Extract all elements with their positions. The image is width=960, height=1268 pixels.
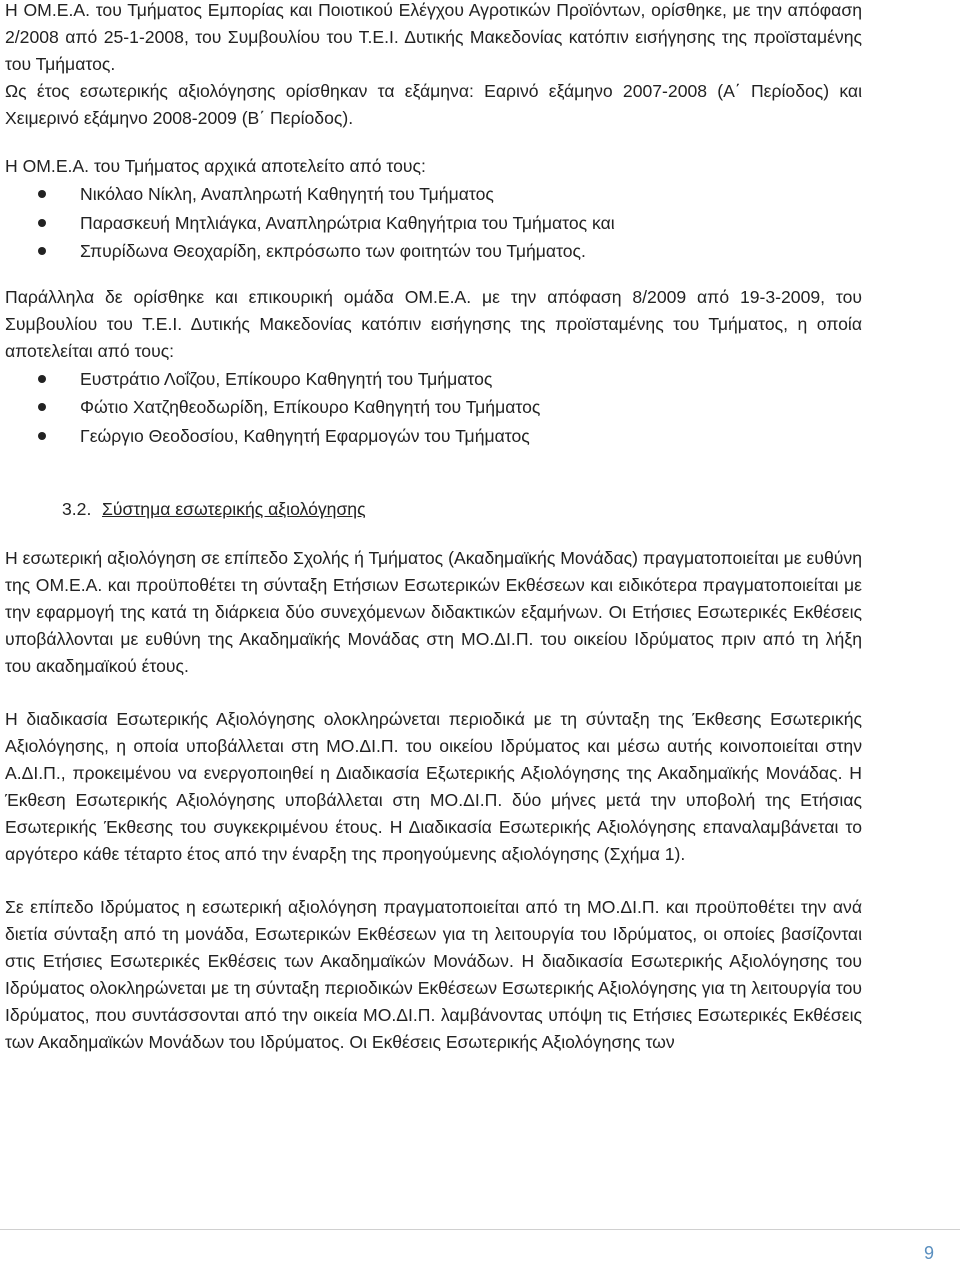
- bullet-icon: [38, 247, 46, 255]
- document-page: [5, 0, 862, 1056]
- paragraph-evaluation-process: Η διαδικασία Εσωτερικής Αξιολόγησης ολοκληρώνεται περιοδικά με τη σύνταξη της Έκθεσης Εσωτερικής Αξιολόγησης, η οποία υποβάλλεται στη ΜΟ.ΔΙ.Π. του οικείου Ιδρύματος και μέσω αυτής κοινοποιείται στην Α.ΔΙ.Π., προκειμένου να ενεργοποιηθεί η Διαδικασία Εξωτερικής Αξιολόγησης της Ακαδημαϊκής Μονάδας. Η Έκθεση Εσωτερικής Αξιολόγησης υποβάλλεται στη ΜΟ.ΔΙ.Π. δύο μήνες μετά την υποβολή της Ετήσιας Εσωτερικής Έκθεσης του συγκεκριμένου έτους. Η Διαδικασία Εσωτερικής Αξιολόγησης επαναλαμβάνεται το αργότερο κάθε τέταρτο έτος από την έναρξη της προηγούμενης αξιολόγησης (Σχήμα 1).: [5, 709, 862, 864]
- list-item: Γεώργιο Θεοδοσίου, Καθηγητή Εφαρμογών του Τμήματος: [5, 422, 862, 451]
- bullet-icon: [38, 190, 46, 198]
- bullet-icon: [38, 375, 46, 383]
- paragraph-internal-evaluation: Η εσωτερική αξιολόγηση σε επίπεδο Σχολής ή Τμήματος (Ακαδημαϊκής Μονάδας) πραγματοποιείται με ευθύνη της ΟΜ.Ε.Α. και προϋποθέτει τη σύνταξη Ετήσιων Εσωτερικών Εκθέσεων και ειδικότερα πραγματοποιείται με την εφαρμογή της κατά τη διάρκεια δύο συνεχόμενων διδακτικών εξαμήνων. Οι Ετήσιες Εσωτερικές Εκθέσεις υποβάλλονται με ευθύνη της Ακαδημαϊκής Μονάδας στη ΜΟ.ΔΙ.Π. του οικείου Ιδρύματος πριν από τη λήξη του ακαδημαϊκού έτους.: [5, 548, 862, 676]
- paragraph-assistant-team: Παράλληλα δε ορίσθηκε και επικουρική ομάδα ΟΜ.Ε.Α. με την απόφαση 8/2009 από 19-3-2009, του Συμβουλίου του Τ.Ε.Ι. Δυτικής Μακεδονίας κατόπιν εισήγησης της προϊσταμένης του Τμήματος, η οποία αποτελείται από τους:: [5, 286, 862, 361]
- paragraph-evaluation-year: Ως έτος εσωτερικής αξιολόγησης ορίσθηκαν τα εξάμηνα: Εαρινό εξάμηνο 2007-2008 (Α΄ Περίοδος) και Χειμερινό εξάμηνο 2008-2009 (Β΄ Περίοδος).: [5, 81, 862, 128]
- paragraph-omea-members-intro: Η ΟΜ.Ε.Α. του Τμήματος αρχικά αποτελείτο από τους:: [5, 156, 426, 176]
- list-item: Παρασκευή Μητλιάγκα, Αναπληρώτρια Καθηγήτρια του Τμήματος και: [5, 209, 862, 238]
- paragraph-institution-level: Σε επίπεδο Ιδρύματος η εσωτερική αξιολόγηση πραγματοποιείται από τη ΜΟ.ΔΙ.Π. και προϋποθέτει την ανά διετία σύνταξη από τη μονάδα, Εσωτερικών Εκθέσεων για τη λειτουργία του Ιδρύματος, οι οποίες βασίζονται στις Ετήσιες Εσωτερικές Εκθέσεις των Ακαδημαϊκών Μονάδων. Η διαδικασία Εσωτερικής Αξιολόγησης του Ιδρύματος ολοκληρώνεται με τη σύνταξη περιοδικών Εκθέσεων Εσωτερικής Αξιολόγησης για τη λειτουργία του Ιδρύματος, που συντάσσονται από την οικεία ΜΟ.ΔΙ.Π. λαμβάνοντας υπόψη τις Ετήσιες Εσωτερικές Εκθέσεις των Ακαδημαϊκών Μονάδων του Ιδρύματος. Οι Εκθέσεις Εσωτερικής Αξιολόγησης των: [5, 897, 862, 1052]
- section-title: Σύστημα εσωτερικής αξιολόγησης: [102, 499, 366, 519]
- section-number: 3.2.: [62, 499, 92, 519]
- section-heading: [5, 496, 862, 523]
- page-number: 9: [923, 1243, 934, 1263]
- bullet-icon: [38, 219, 46, 227]
- list-item: Σπυρίδωνα Θεοχαρίδη, εκπρόσωπο των φοιτητών του Τμήματος.: [5, 237, 862, 266]
- members-list: [5, 180, 862, 266]
- list-item: Νικόλαο Νίκλη, Αναπληρωτή Καθηγητή του Τμήματος: [5, 180, 862, 209]
- bullet-icon: [38, 403, 46, 411]
- assistants-list: [5, 365, 862, 451]
- bullet-icon: [38, 432, 46, 440]
- footer-divider: [0, 1229, 960, 1230]
- list-item: Ευστράτιο Λοΐζου, Επίκουρο Καθηγητή του Τμήματος: [5, 365, 862, 394]
- paragraph-omea-appointment: Η ΟΜ.Ε.Α. του Τμήματος Εμπορίας και Ποιοτικού Ελέγχου Αγροτικών Προϊόντων, ορίσθηκε, με την απόφαση 2/2008 από 25-1-2008, του Συμβουλίου του Τ.Ε.Ι. Δυτικής Μακεδονίας κατόπιν εισήγησης της προϊσταμένης του Τμήματος.: [5, 0, 862, 74]
- list-item: Φώτιο Χατζηθεοδωρίδη, Επίκουρο Καθηγητή του Τμήματος: [5, 393, 862, 422]
